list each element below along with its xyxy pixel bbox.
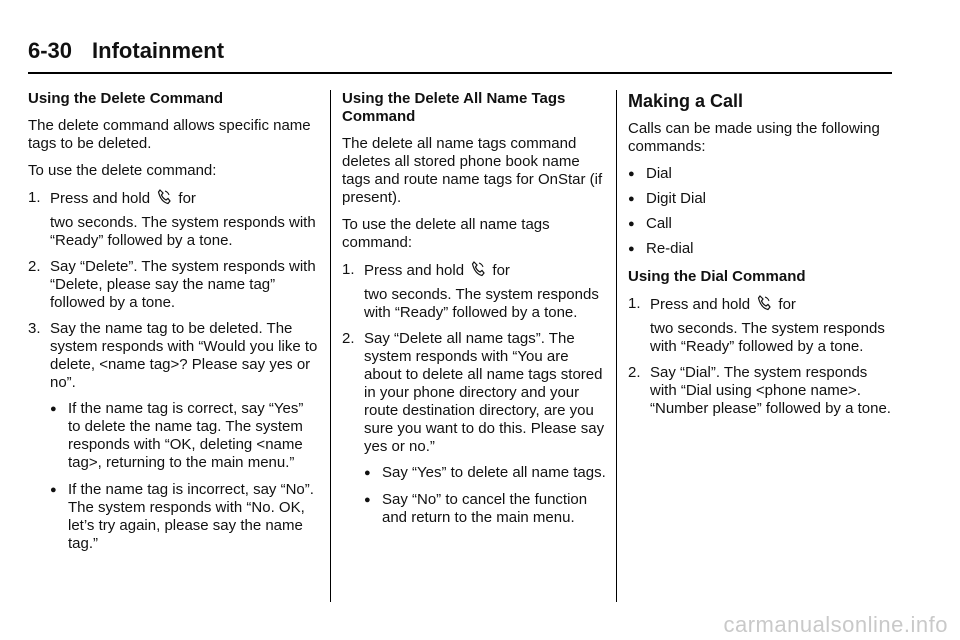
command-name: Re-dial [646, 240, 694, 257]
step-number: 3. [28, 320, 41, 337]
step-1 [28, 189, 320, 250]
list-item [628, 165, 898, 183]
step-text: Say “Dial”. The system responds with “Dial using <phone name>. “Number please” followed by a tone. [650, 364, 891, 417]
step-text: Press and hold [650, 296, 751, 313]
step-text: Say the name tag to be deleted. The system responds with “Would you like to delete, <name tag>? Please say yes or no”. [50, 320, 318, 391]
step-number: 1. [628, 295, 641, 312]
step-2 [628, 364, 898, 418]
step-number: 1. [342, 261, 355, 278]
bullet-text: If the name tag is incorrect, say “No”. The system responds with “No. OK, let’s try again, please say the name tag.” [68, 481, 314, 552]
command-list [628, 165, 898, 258]
column-delete-command [28, 90, 320, 562]
paragraph: The delete all name tags command deletes all stored phone book name tags and route name tags for OnStar (if present). [342, 135, 603, 206]
command-name: Dial [646, 165, 672, 182]
bullet-dot-icon: ● [364, 494, 371, 506]
step-number: 1. [28, 189, 41, 206]
step-1 [342, 261, 608, 322]
list-item [628, 240, 898, 258]
step-text: Press and hold [50, 190, 151, 207]
command-name: Digit Dial [646, 190, 707, 207]
paragraph: Calls can be made using the following commands: [628, 120, 880, 155]
paragraph: To use the delete all name tags command: [342, 216, 550, 251]
step-2 [342, 330, 608, 456]
section-heading: Using the Delete All Name Tags Command [342, 90, 566, 125]
section-title: Making a Call [628, 91, 744, 111]
phone-handset-icon [157, 189, 171, 205]
step-text: Say “Delete”. The system responds with “Delete, please say the name tag” followed by a tone. [50, 258, 316, 311]
page-number: 6-30 [28, 38, 73, 63]
column-divider [616, 90, 617, 602]
column-divider [330, 90, 331, 602]
bullet-dot-icon: ● [50, 403, 57, 415]
bullet-dot-icon: ● [628, 168, 635, 180]
step-text: Say “Delete all name tags”. The system responds with “You are about to delete all name tags stored in your phone directory and your route destination directory, are you sure you want to do this. Please say yes or no.” [364, 330, 605, 455]
paragraph: The delete command allows specific name tags to be deleted. [28, 117, 311, 152]
step-text: for [178, 190, 196, 207]
bullet-dot-icon: ● [628, 193, 635, 205]
step-number: 2. [628, 364, 641, 381]
column-making-a-call [628, 90, 898, 426]
bullet-text: If the name tag is correct, say “Yes” to delete the name tag. The system responds with “OK, deleting <name tag>, returning to the main menu.” [68, 400, 304, 471]
step-1 [628, 295, 898, 356]
bullet-item [50, 481, 320, 553]
bullet-text: Say “No” to cancel the function and return to the main menu. [382, 491, 588, 526]
step-text: two seconds. The system responds with “Ready” followed by a tone. [50, 214, 316, 249]
watermark: carmanualsonline.info [723, 612, 948, 637]
bullet-item [364, 464, 608, 482]
bullet-item [364, 491, 608, 527]
section-heading: Using the Dial Command [628, 268, 806, 285]
column-delete-all-command [342, 90, 608, 536]
step-number: 2. [342, 330, 355, 347]
bullet-dot-icon: ● [364, 467, 371, 479]
phone-handset-icon [757, 295, 771, 311]
step-text: two seconds. The system responds with “Ready” followed by a tone. [364, 286, 599, 321]
step-text: for [778, 296, 796, 313]
section-title: Infotainment [92, 38, 225, 63]
page-header [28, 38, 892, 74]
step-text: Press and hold [364, 262, 465, 279]
bullet-dot-icon: ● [628, 243, 635, 255]
step-number: 2. [28, 258, 41, 275]
bullet-text: Say “Yes” to delete all name tags. [382, 464, 606, 481]
list-item [628, 190, 898, 208]
paragraph: To use the delete command: [28, 162, 217, 179]
step-3 [28, 320, 320, 392]
step-2 [28, 258, 320, 312]
step-text: two seconds. The system responds with “Ready” followed by a tone. [650, 320, 885, 355]
command-name: Call [646, 215, 672, 232]
bullet-dot-icon: ● [50, 484, 57, 496]
section-heading: Using the Delete Command [28, 90, 224, 107]
phone-handset-icon [471, 261, 485, 277]
bullet-dot-icon: ● [628, 218, 635, 230]
step-text: for [492, 262, 510, 279]
list-item [628, 215, 898, 233]
bullet-item [50, 400, 320, 472]
